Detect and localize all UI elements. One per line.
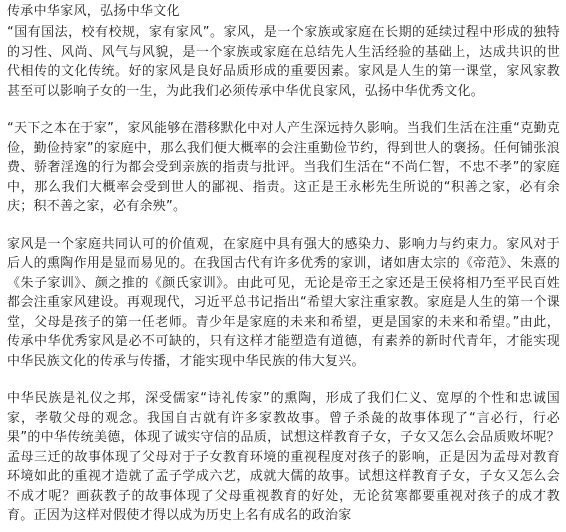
article-paragraph-1: “国有国法，校有校规，家有家风”。家风，是一个家族或家庭在长期的延续过程中形成的独特的习性、风尚、风气与风貌，是一个家族或家庭在总结先人生活经验的基础上，达成共识的世代相传的文化传统。好的家风是良好品质形成的重要因素。家风是人生的第一课堂，家风家教甚至可以影响子女的一生，为此我们必须传承中华优良家风，弘扬中华优秀文化。 — [7, 25, 560, 99]
article-paragraph-3: 家风是一个家庭共同认可的价值观，在家庭中具有强大的感染力、影响力与约束力。家风对于后人的熏陶作用是显而易见的。在我国古代有许多优秀的家训，诸如唐太宗的《帝范》、朱熹的《朱子家训》、颜之推的《颜氏家训》。由此可见，无论是帝王之家还是王侯将相乃至平民百姓都会注重家风建设。再观现代，习近平总书记指出“希望大家注重家教。家庭是人生的第一个课堂，父母是孩子的第一任老师。青少年是家庭的未来和希望，更是国家的未来和希望。”由此，传承中华优秀家风是必不可缺的，只有这样才能塑造有道德，有素养的新时代青年，才能实现中华民族文化的传承与传播，才能实现中华民族的伟大复兴。 — [7, 236, 560, 369]
article-paragraph-4: 中华民族是礼仪之邦，深受儒家“诗礼传家”的熏陶，形成了我们仁义、宽厚的个性和忠诚国家，孝敬父母的观念。我国自古就有许多家教故事。曾子杀彘的故事体现了“言必行，行必果”的中华传统美德，体现了诚实守信的品质，试想这样教育子女，子女又怎么会品质败坏呢？孟母三迁的故事体现了父母对于子女教育环境的重视程度对孩子的影响，正是因为孟母对教育环境如此的重视才造就了孟子学成六艺，成就大儒的故事。试想这样教育子女，子女又怎么会不成才呢？画荻教子的故事体现了父母重视教育的好处，无论贫寒都要重视对孩子的成才教育。正因为这样对假使才得以成为历史上名有成名的政治家 — [7, 391, 560, 523]
article-paragraph-2: “天下之本在于家”，家风能够在潜移默化中对人产生深远持久影响。当我们生活在注重“克勤克俭，勤俭持家”的家庭中，那么我们便大概率的会注重勤俭节约，得到世人的褒扬。任何铺张浪费、骄奢淫逸的行为都会受到亲族的指责与批评。当我们生活在“不尚仁智，不忠不孝”的家庭中，那么我们大概率会受到世人的鄙视、指责。这正是王永彬先生所说的“积善之家，必有余庆；积不善之家，必有余殃”。 — [7, 121, 560, 214]
article-title: 传承中华家风，弘扬中华文化 — [7, 4, 180, 19]
